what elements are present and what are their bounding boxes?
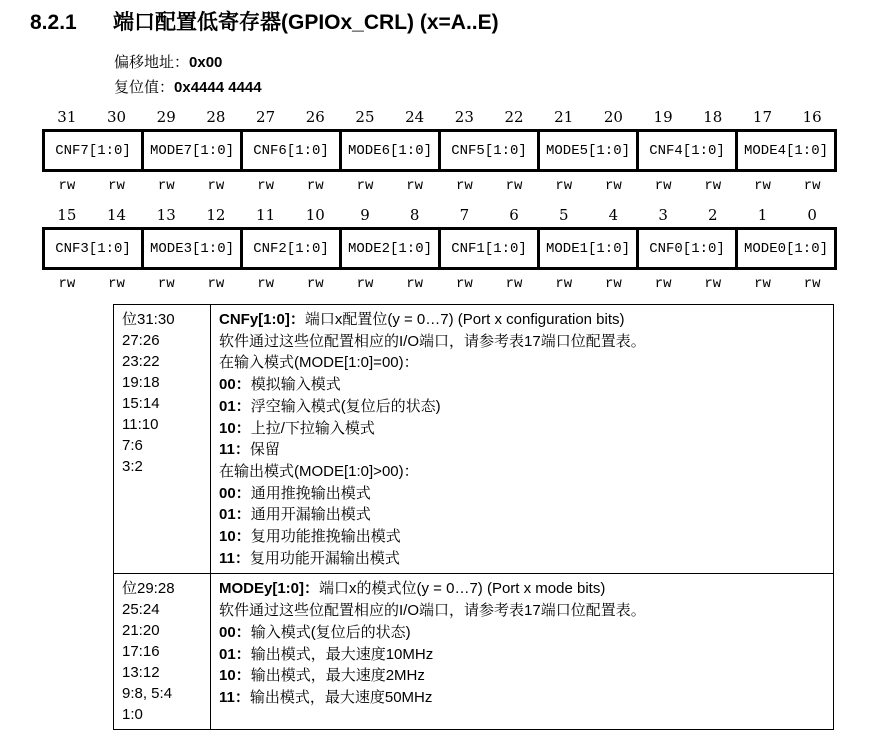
bit-number: 19 <box>653 108 673 126</box>
access-flag: rw <box>356 276 374 292</box>
bit-range-line: 17:16 <box>122 643 160 661</box>
field-title-text: 端口x的模式位(y = 0…7) (Port x mode bits) <box>319 580 606 598</box>
access-flag: rw <box>555 178 573 194</box>
description-text: 输出模式，最大速度10MHz <box>250 645 434 663</box>
access-flag: rw <box>555 276 573 292</box>
bit-range-line: 13:12 <box>122 664 160 682</box>
access-flag: rw <box>306 276 324 292</box>
bit-range-line: 19:18 <box>122 374 160 391</box>
bit-number: 31 <box>57 108 77 126</box>
bit-number: 5 <box>558 206 569 224</box>
bit-number: 15 <box>57 206 77 224</box>
bit-number-row <box>42 206 837 223</box>
reset-value-line <box>114 75 870 100</box>
bit-number: 13 <box>156 206 176 224</box>
bit-number: 26 <box>305 108 325 126</box>
register-field-cells <box>44 229 836 269</box>
register-field-cell: CNF5[1:0] <box>440 131 539 171</box>
access-type-row <box>42 178 837 194</box>
description-line <box>219 504 825 526</box>
register-field-row <box>42 227 837 270</box>
description-text: 在输出模式(MODE[1:0]>00)： <box>219 462 419 480</box>
register-field-cell: MODE4[1:0] <box>737 131 836 171</box>
bit-description-row <box>114 574 834 730</box>
description-line <box>219 374 825 396</box>
access-flag: rw <box>207 276 225 292</box>
bit-number: 0 <box>807 206 817 224</box>
bit-range-line: 27:26 <box>122 332 160 349</box>
access-flag: rw <box>108 276 125 292</box>
description-text: 保留 <box>249 441 280 459</box>
bit-range-line: 11:10 <box>122 416 159 433</box>
bit-range-line: 7:6 <box>122 437 143 454</box>
bit-number: 10 <box>305 206 325 224</box>
access-flag: rw <box>654 276 672 292</box>
access-flag: rw <box>754 178 771 194</box>
option-code: 10： <box>219 667 251 685</box>
access-flag: rw <box>605 178 622 194</box>
offset-address-value: 0x00 <box>189 54 223 71</box>
register-field-cell: MODE0[1:0] <box>737 229 836 269</box>
bit-number: 21 <box>554 108 574 126</box>
access-flag: rw <box>58 276 76 292</box>
description-line <box>219 331 825 353</box>
register-field-cell: CNF2[1:0] <box>242 229 341 269</box>
section-heading <box>30 0 870 36</box>
access-type-row <box>42 276 837 292</box>
access-flag: rw <box>704 178 722 194</box>
register-field-cell: CNF7[1:0] <box>44 131 143 171</box>
bit-number: 3 <box>658 206 668 224</box>
bit-number: 17 <box>752 108 773 126</box>
description-line <box>219 418 825 440</box>
access-flag: rw <box>505 178 523 194</box>
register-field-cell: CNF4[1:0] <box>638 131 737 171</box>
reset-value-label: 复位值： <box>114 78 175 96</box>
field-title-line <box>219 578 825 600</box>
option-code: 00： <box>219 623 251 641</box>
description-line <box>219 439 825 461</box>
page-title: 端口配置低寄存器(GPIOx_CRL) (x=A..E) <box>113 11 499 34</box>
bit-ranges-cell <box>114 305 211 574</box>
option-code: 01： <box>219 645 251 663</box>
field-title-text: 端口x配置位(y = 0…7) (Port x configuration bits) <box>304 311 625 328</box>
access-flag: rw <box>455 178 473 194</box>
description-line <box>219 548 825 570</box>
bit-number-row <box>42 108 837 125</box>
register-field-cell: CNF6[1:0] <box>242 131 341 171</box>
description-text: 在输入模式(MODE[1:0]=00)： <box>219 354 419 372</box>
option-code: 11： <box>219 441 250 459</box>
register-field-cell: CNF3[1:0] <box>44 229 143 269</box>
bit-number: 27 <box>256 108 276 126</box>
bit-number: 22 <box>504 108 524 126</box>
bit-number: 20 <box>603 108 623 126</box>
option-code: 00： <box>219 484 251 502</box>
description-text: 输出模式，最大速度2MHz <box>250 667 425 685</box>
register-field-cell: MODE2[1:0] <box>341 229 440 269</box>
access-flag: rw <box>505 276 523 292</box>
option-code: 10： <box>219 419 251 437</box>
access-flag: rw <box>356 178 374 194</box>
access-flag: rw <box>257 276 274 292</box>
bit-range-line: 23:22 <box>122 353 160 370</box>
bit-number: 25 <box>355 108 375 126</box>
bit-number: 4 <box>608 206 619 224</box>
bit-range-line: 21:20 <box>122 622 160 640</box>
description-text: 模拟输入模式 <box>250 376 341 394</box>
register-meta <box>114 50 870 100</box>
bit-number: 7 <box>459 206 470 224</box>
register-field-cell: CNF0[1:0] <box>638 229 737 269</box>
description-text: 软件通过这些位配置相应的I/O端口，请参考表17端口位配置表。 <box>219 332 646 350</box>
bit-range-line: 15:14 <box>122 395 160 412</box>
bit-number: 1 <box>757 206 768 224</box>
access-flag: rw <box>455 276 473 292</box>
register-field-cell: CNF1[1:0] <box>440 229 539 269</box>
register-field-cells <box>44 131 836 171</box>
description-line <box>219 600 825 622</box>
bit-range-line: 位29:28 <box>122 580 175 598</box>
bit-description-table <box>113 304 834 730</box>
field-title-line <box>219 309 825 331</box>
access-flag: rw <box>803 178 821 194</box>
register-field-cell: MODE1[1:0] <box>539 229 638 269</box>
bit-number: 23 <box>454 108 474 126</box>
access-flag: rw <box>157 178 175 194</box>
bit-range-line: 3:2 <box>122 458 143 475</box>
access-flag: rw <box>406 178 424 194</box>
offset-address-line <box>114 50 870 75</box>
access-flag: rw <box>108 178 125 194</box>
bit-number: 14 <box>106 206 127 224</box>
bit-range-line: 位31:30 <box>122 311 175 328</box>
option-code: 11： <box>219 549 250 567</box>
bit-number: 28 <box>206 108 226 126</box>
register-field-cell: MODE5[1:0] <box>539 131 638 171</box>
bit-number: 30 <box>106 108 127 126</box>
description-text: 输入模式(复位后的状态) <box>250 623 411 641</box>
option-code: 10： <box>219 528 251 546</box>
description-text: 软件通过这些位配置相应的I/O端口，请参考表17端口位配置表。 <box>219 602 646 620</box>
description-text: 浮空输入模式(复位后的状态) <box>250 397 441 415</box>
description-line <box>219 622 825 644</box>
access-flag: rw <box>654 178 672 194</box>
access-flag: rw <box>406 276 424 292</box>
bit-number: 9 <box>360 206 370 224</box>
description-line <box>219 396 825 418</box>
register-bit-diagram <box>42 108 837 292</box>
field-name: MODEy[1:0]： <box>219 580 320 598</box>
description-text: 通用开漏输出模式 <box>250 506 371 524</box>
bit-number: 11 <box>256 206 276 224</box>
section-number: 8.2.1 <box>30 11 77 34</box>
field-name: CNFy[1:0]： <box>219 311 305 328</box>
bit-number: 6 <box>509 206 519 224</box>
field-description-cell <box>211 574 834 730</box>
register-field-row <box>42 129 837 172</box>
description-line <box>219 687 825 709</box>
option-code: 00： <box>219 376 251 394</box>
description-line <box>219 665 825 687</box>
access-flag: rw <box>157 276 175 292</box>
description-line <box>219 483 825 505</box>
register-field-cell: MODE6[1:0] <box>341 131 440 171</box>
access-flag: rw <box>704 276 722 292</box>
bit-number: 24 <box>405 108 425 126</box>
bit-number: 18 <box>703 108 723 126</box>
bit-number: 29 <box>156 108 176 126</box>
access-flag: rw <box>207 178 225 194</box>
access-flag: rw <box>306 178 324 194</box>
register-field-cell: MODE3[1:0] <box>143 229 242 269</box>
access-flag: rw <box>257 178 274 194</box>
description-text: 上拉/下拉输入模式 <box>250 419 375 437</box>
description-line <box>219 644 825 666</box>
bit-range-line: 1:0 <box>122 706 143 724</box>
description-line <box>219 352 825 374</box>
bit-description-row <box>114 305 834 574</box>
access-flag: rw <box>803 276 821 292</box>
field-description-cell <box>211 305 834 574</box>
bit-range-line: 9:8, 5:4 <box>122 685 173 703</box>
description-text: 复用功能推挽输出模式 <box>250 528 401 546</box>
register-field-cell: MODE7[1:0] <box>143 131 242 171</box>
option-code: 01： <box>219 397 251 415</box>
bit-number: 12 <box>206 206 226 224</box>
reset-value-value: 0x4444 4444 <box>174 79 262 96</box>
description-line <box>219 461 825 483</box>
bit-range-line: 25:24 <box>122 601 160 619</box>
description-text: 复用功能开漏输出模式 <box>249 549 400 567</box>
option-code: 11： <box>219 688 250 706</box>
description-text: 输出模式，最大速度50MHz <box>249 688 433 706</box>
access-flag: rw <box>754 276 771 292</box>
access-flag: rw <box>605 276 622 292</box>
offset-address-label: 偏移地址： <box>114 53 190 71</box>
bit-ranges-cell <box>114 574 211 730</box>
option-code: 01： <box>219 506 251 524</box>
bit-number: 2 <box>708 206 718 224</box>
description-text: 通用推挽输出模式 <box>250 484 371 502</box>
description-line <box>219 526 825 548</box>
bit-number: 16 <box>802 108 822 126</box>
bit-number: 8 <box>409 206 420 224</box>
access-flag: rw <box>58 178 76 194</box>
